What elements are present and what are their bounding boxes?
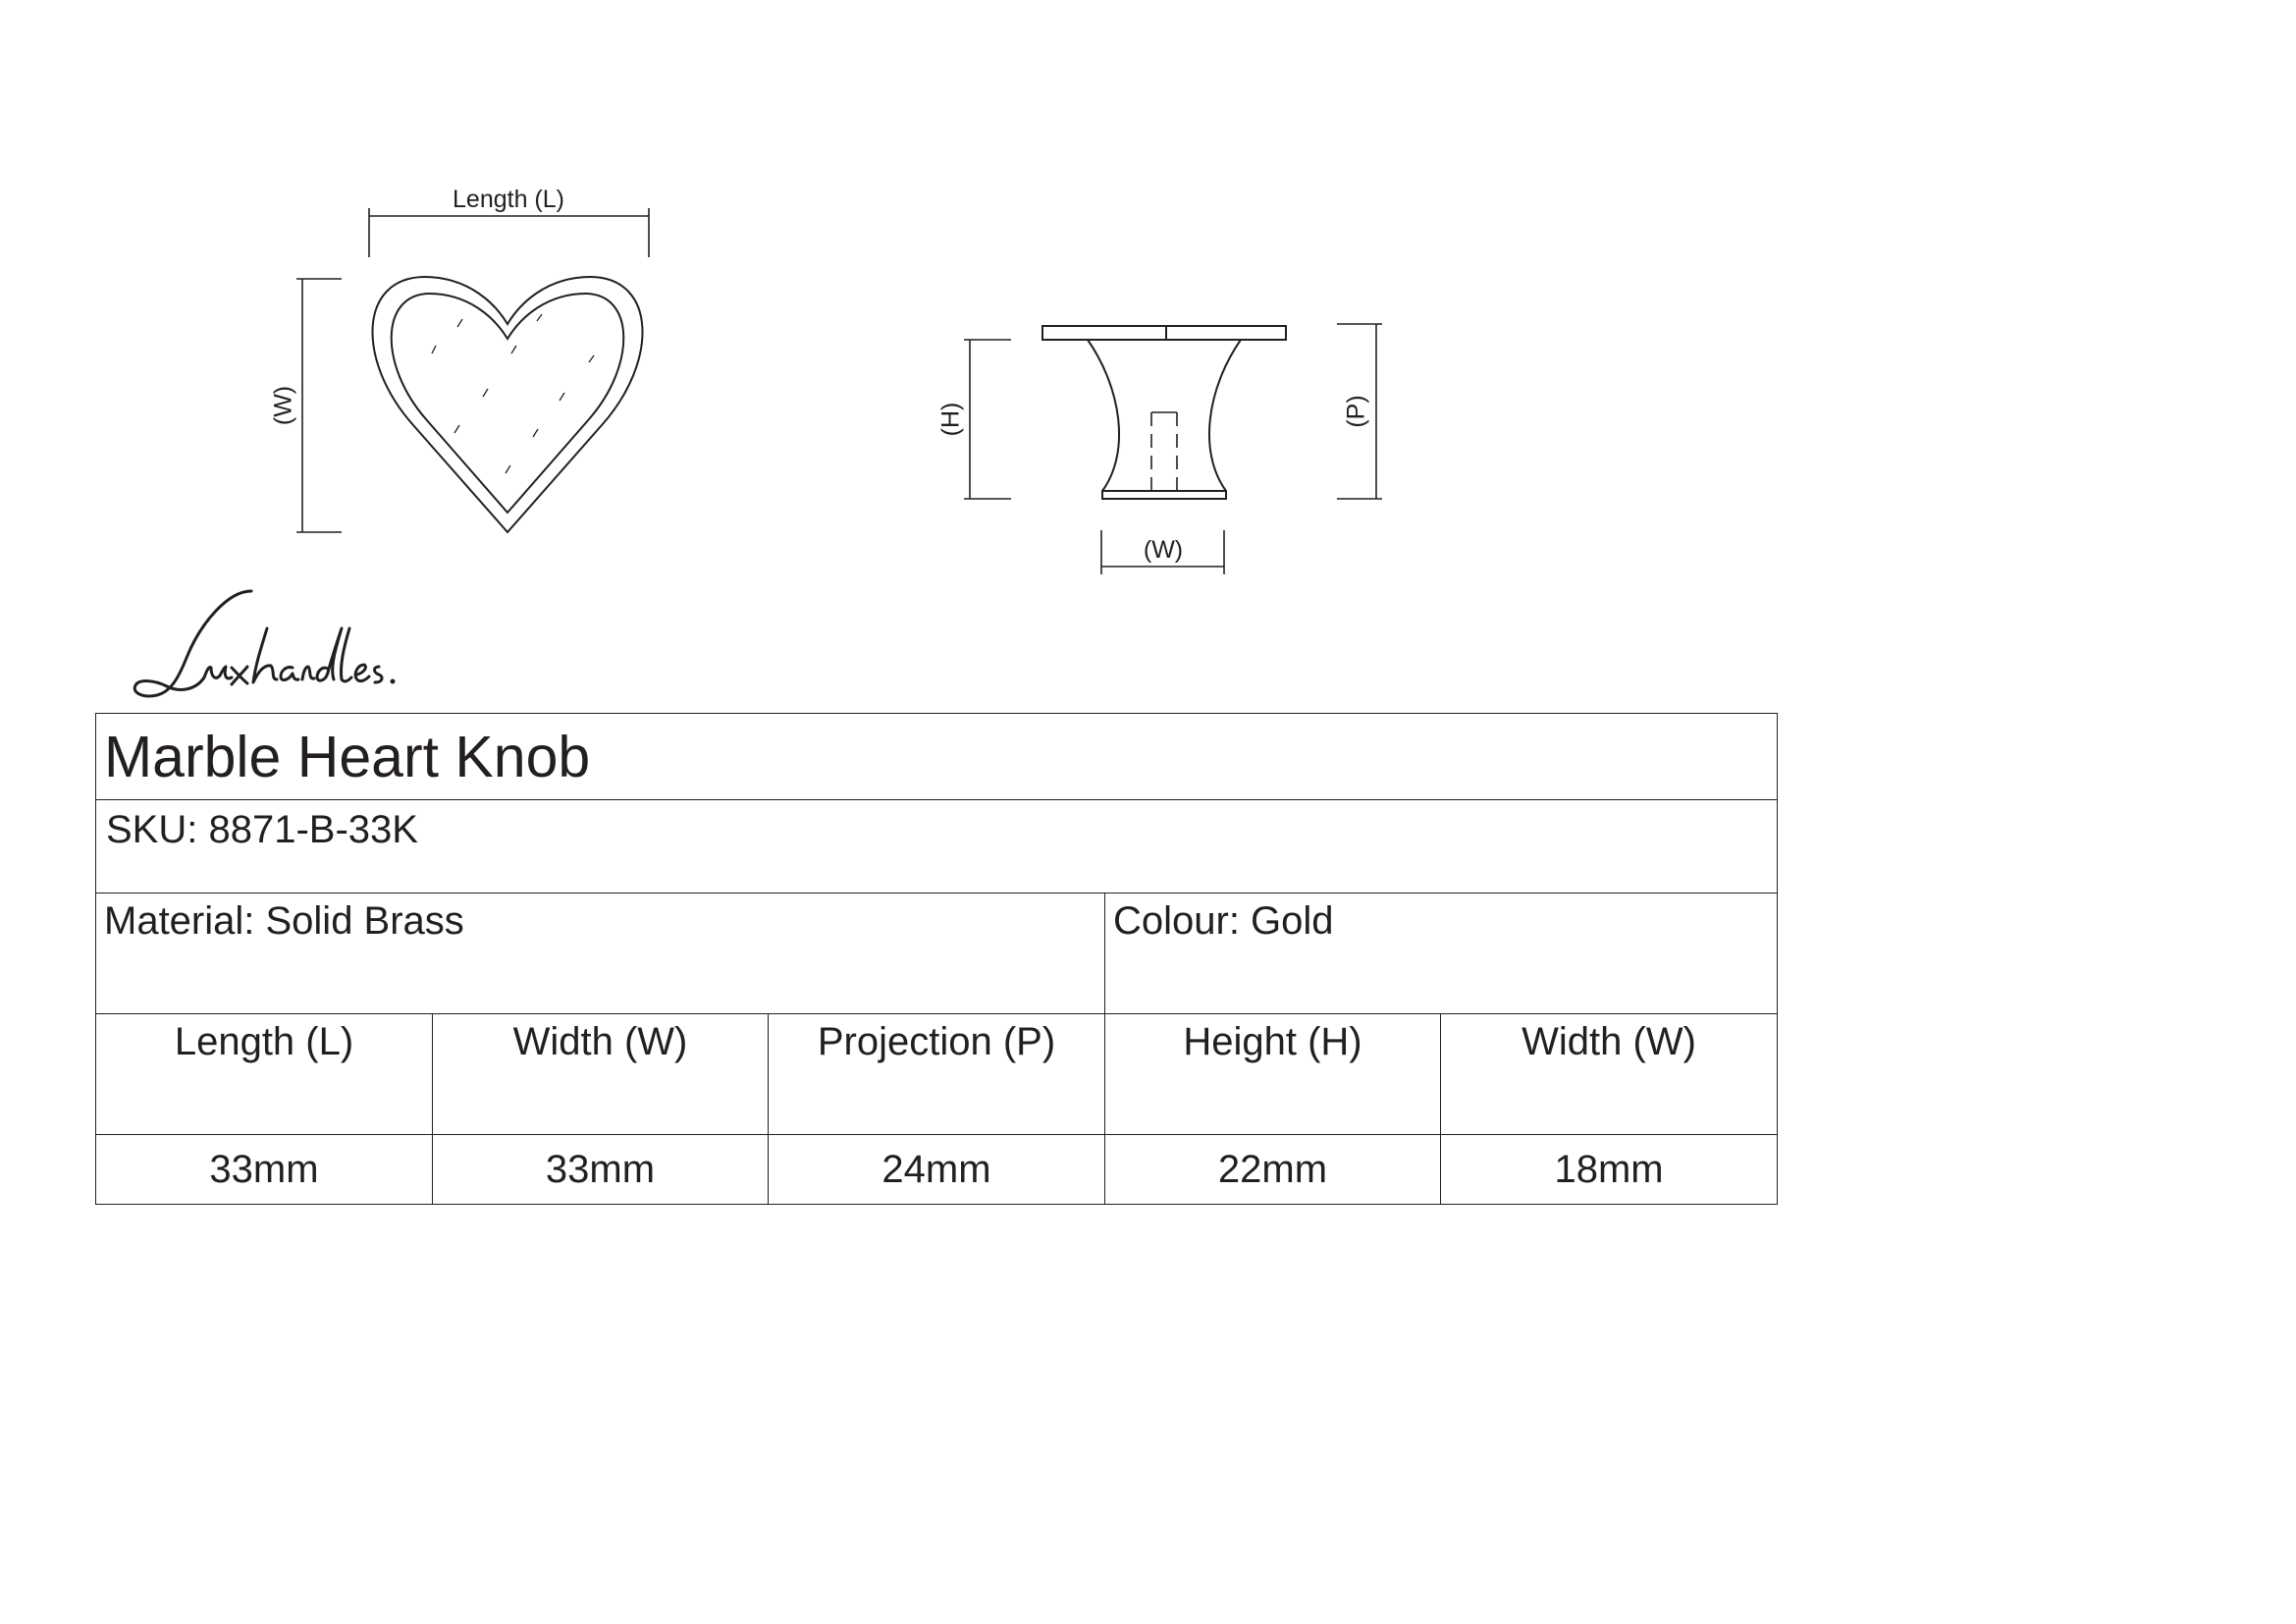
luxhandles-logo [118,579,471,707]
value-projection: 24mm [769,1135,1105,1205]
sku-row [96,800,1778,893]
knob-side-view [1042,326,1286,499]
width-dimension-vertical [296,279,342,532]
title-row [96,714,1778,800]
product-material: Material: Solid Brass [96,893,1105,1014]
heart-top-view [372,277,642,532]
width-label-horizontal: (W) [1143,536,1184,564]
product-sku: SKU: 8871-B-33K [96,800,1778,893]
product-title: Marble Heart Knob [96,714,1778,800]
value-base-width: 18mm [1441,1135,1778,1205]
value-height: 22mm [1105,1135,1441,1205]
material-colour-row [96,893,1778,1014]
value-length: 33mm [96,1135,433,1205]
projection-label: (P) [1342,395,1370,428]
header-base-width: Width (W) [1441,1014,1778,1135]
length-dimension [369,208,649,257]
height-label: (H) [936,402,965,437]
height-dimension [964,340,1011,499]
product-spec-table [95,713,1778,1205]
dimension-header-row [96,1014,1778,1135]
marble-texture [432,314,594,473]
product-colour: Colour: Gold [1105,893,1778,1014]
header-width: Width (W) [433,1014,769,1135]
header-height: Height (H) [1105,1014,1441,1135]
header-length: Length (L) [96,1014,433,1135]
value-width: 33mm [433,1135,769,1205]
dimension-value-row [96,1135,1778,1205]
length-label: Length (L) [453,186,564,213]
header-projection: Projection (P) [769,1014,1105,1135]
width-label-vertical: (W) [269,385,297,426]
